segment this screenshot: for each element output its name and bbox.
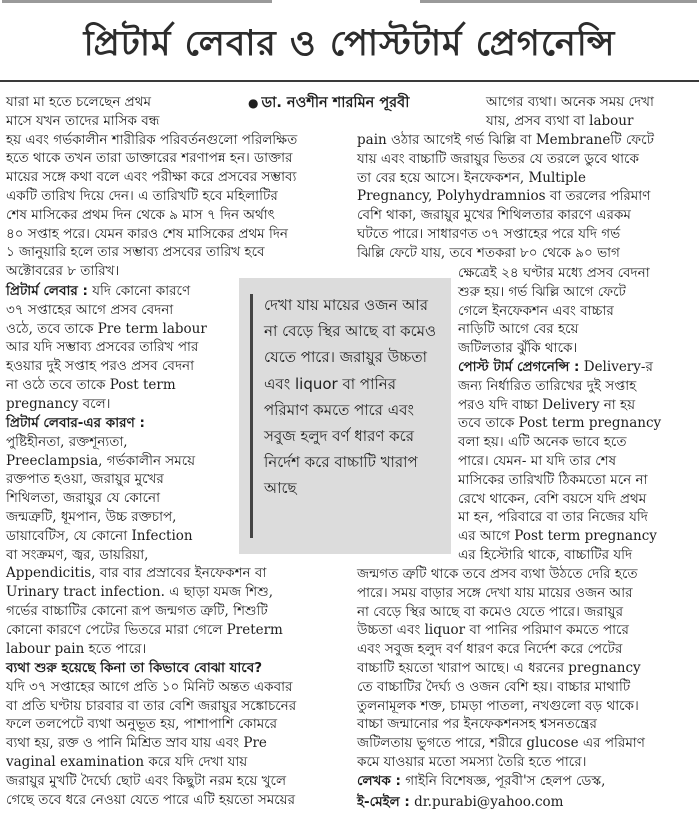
writer-text: গাইনি বিশেষজ্ঞ, পূরবী'স হেলপ ডেস্ক, — [400, 773, 606, 789]
mid-top-paragraph — [486, 93, 696, 131]
header-rule-left — [2, 0, 272, 3]
quote-bar — [250, 294, 253, 538]
membrane-text: pain ওঠার আগেই গর্ভ ঝিল্লি বা Membraneটি ফেটে যায় এবং বাচ্চাটি জরায়ুর ভিতর যে তরলে ডুবে থাকে তা বের হয়ে আসে। ইনফেকশন, Multiple Pregnancy, Polyhydramnios বা তরলের পরিমাণ বেশি থাকা, জরায়ুর মুখের শিথিলতার কারণে এরকম ঘটতে পারে। সাধারণত ৩৭ সপ্তাহের পরে যদি গর্ভ ঝিল্লি ফেটে যায়, তবে শতকরা ৮০ থেকে ৯০ ভাগ — [357, 132, 654, 261]
pain-section — [6, 659, 351, 809]
title-divider — [0, 80, 699, 82]
causes-text: পুষ্টিহীনতা, রক্তশূন্যতা, Preeclampsia, গর্ভকালীন সময়ে রক্তপাত হওয়া, জরায়ুর মুখের শিথিলতা, জরায়ুর যে কোনো জন্মত্রুটি, ধূমপান, উচ্চ রক্তচাপ, ডায়াবেটিস, যে কোনো Infection বা সংক্রমণ, জ্বর, ডায়রিয়া, Appendicitis, বার বার প্রস্রাবের ইনফেকশন বা Urinary tract infection. এ ছাড়া যমজ শিশু, গর্ভের বাচ্চাটির কোনো রূপ জন্মগত ত্রুটি, শিশুটি কোনো কারণে পেটের ভিতরে মারা গেলে Preterm labour pain হতে পারে। — [6, 433, 283, 657]
pull-quote-box — [239, 278, 451, 554]
email-label: ই-মেইল : — [357, 794, 410, 810]
intro-text: যারা মা হতে চলেছেন প্রথম মাসে যখন তাদের মাসিক বন্ধ হয় এবং গর্ভকালীন শারীরিক পরিবর্তনগুলো পরিলক্ষিত হতে থাকে তখন তারা ডাক্তারের শরণাপন্ন হন। ডাক্তার মায়ের সঙ্গে কথা বলে এবং পরীক্ষা করে প্রসবের সম্ভাব্য একটি তারিখ দিয়ে দেন। এ তারিখটি হবে মহিলাটির শেষ মাসিকের প্রথম দিন থেকে ৯ মাস ৭ দিন অর্থাৎ ৪০ সপ্তাহ পরে। যেমন কারও শেষ মাসিকের প্রথম দিন ১ জানুয়ারি হলে তার সম্ভাব্য প্রসবের তারিখ হবে অক্টোবরের ৮ তারিখ। — [6, 94, 298, 280]
pull-quote-text: দেখা যায় মায়ের ওজন আর না বেড়ে স্থির আছে বা কমেও যেতে পারে। জরায়ুর উচ্চতা এবং liquor বা পানির পরিমাণ কমতে পারে এবং সবুজ হলুদ বর্ণ ধারণ করে নির্দেশ করে বাচ্চাটি খারাপ আছে — [264, 296, 436, 498]
writer-label: লেখক : — [357, 773, 401, 789]
pain-text: যদি ৩৭ সপ্তাহের আগে প্রতি ১০ মিনিট অন্তত একবার বা প্রতি ঘণ্টায় চারবার বা তার বেশি জরায়ুর সঙ্কোচনের ফলে তলপেটে ব্যথা অনুভূত হয়, পাশাপাশি কোমরে ব্যথা হয়, রক্ত ও পানি মিশ্রিত স্রাব যায় এবং Pre vaginal examination করে যদি দেখা যায় জরায়ুর মুখটি দৈর্ঘ্যে ছোট এবং কিছুটা নরম হয়ে খুলে গেছে তবে ধরে নেওয়া যেতে পারে এটি হয়তো সময়ের — [6, 678, 297, 808]
pain-heading: ব্যথা শুরু হয়েছে কিনা তা কিভাবে বোঝা যাবে? — [6, 660, 263, 676]
writer-line — [357, 772, 697, 791]
postterm-section — [458, 358, 698, 565]
article-title: প্রিটার্ম লেবার ও পোস্টটার্ম প্রেগনেন্সি — [83, 24, 616, 64]
email-text: dr.purabi@yahoo.com — [409, 794, 564, 810]
mid-top-text: আগের ব্যথা। অনেক সময় দেখা যায়, প্রসব ব্যথা বা labour — [486, 94, 654, 129]
header-rule-right — [420, 0, 697, 3]
bottom-text: জন্মগত ত্রুটি থাকে তবে প্রসব ব্যথা উঠতে দেরি হতে পারে। সময় বাড়ার সঙ্গে দেখা যায় মায়ের ওজন আর না বেড়ে স্থির আছে বা কমেও যেতে পারে। জরায়ুর উচ্চতা এবং liquor বা পানির পরিমাণ কমতে পারে এবং সবুজ হলুদ বর্ণ ধারণ করে নির্দেশ করে পেটের বাচ্চাটি হয়তো খারাপ আছে। এ ধরনের pregnancy তে বাচ্চাটির দৈর্ঘ্য ও ওজন বেশি হয়। বাচ্চার মাথাটি তুলনামূলক শক্ত, চামড়া পাতলা, নখগুলো বড় থাকে। বাচ্চা জন্মানোর পর ইনফেকশনসহ শ্বসনতন্ত্রের জটিলতায় ভুগতে পারে, শরীরে glucose এর পরিমাণ কমে যাওয়ার মতো সমস্যা তৈরি হতে পারে। — [357, 566, 645, 770]
causes-heading: প্রিটার্ম লেবার-এর কারণ : — [6, 415, 145, 431]
bottom-paragraph — [357, 565, 697, 772]
right-text: ক্ষেত্রেই ২৪ ঘণ্টার মধ্যে প্রসব বেদনা শুরু হয়। গর্ভ ঝিল্লি আগে ফেটে গেলে ইনফেকশন এবং বাচ্চার নাড়িটি আগে বের হয়ে জটিলতার ঝুঁকি থাকে। — [458, 265, 650, 357]
bullet-icon: ● — [248, 96, 259, 110]
right-paragraph — [458, 264, 698, 358]
email-line — [357, 793, 697, 812]
author-name: ডা. নওশীন শারমিন পূরবী — [261, 95, 410, 111]
membrane-paragraph — [357, 131, 697, 263]
postterm-heading: পোস্ট টার্ম প্রেগনেন্সি : — [458, 359, 580, 375]
intro-paragraph — [6, 93, 351, 281]
preterm-section — [6, 282, 246, 414]
preterm-text: যদি কোনো কারণে ৩৭ সপ্তাহের আগে প্রসব বেদনা ওঠে, তবে তাকে Pre term labour আর যদি সম্ভাব্য প্রসবের তারিখ পার হওয়ার দুই সপ্তাহ পরও প্রসব বেদনা না ওঠে তবে তাকে Post term pregnancy বলে। — [6, 283, 207, 412]
postterm-text: Delivery-র জন্য নির্ধারিত তারিখের দুই সপ্তাহ পরও যদি বাচ্চা Delivery না হয় তবে তাকে Post term pregnancy বলা হয়। এটি অনেক ভাবে হতে পারে। যেমন- মা যদি তার শেষ মাসিকের তারিখটি ঠিকমতো মনে না রেখে থাকেন, বেশি বয়সে যদি প্রথম মা হন, পরিবারে বা তার নিজের যদি এর আগে Post term pregnancy এর হিস্টোরি থাকে, বাচ্চাটির যদি — [458, 359, 662, 563]
preterm-heading: প্রিটার্ম লেবার : — [6, 283, 88, 299]
